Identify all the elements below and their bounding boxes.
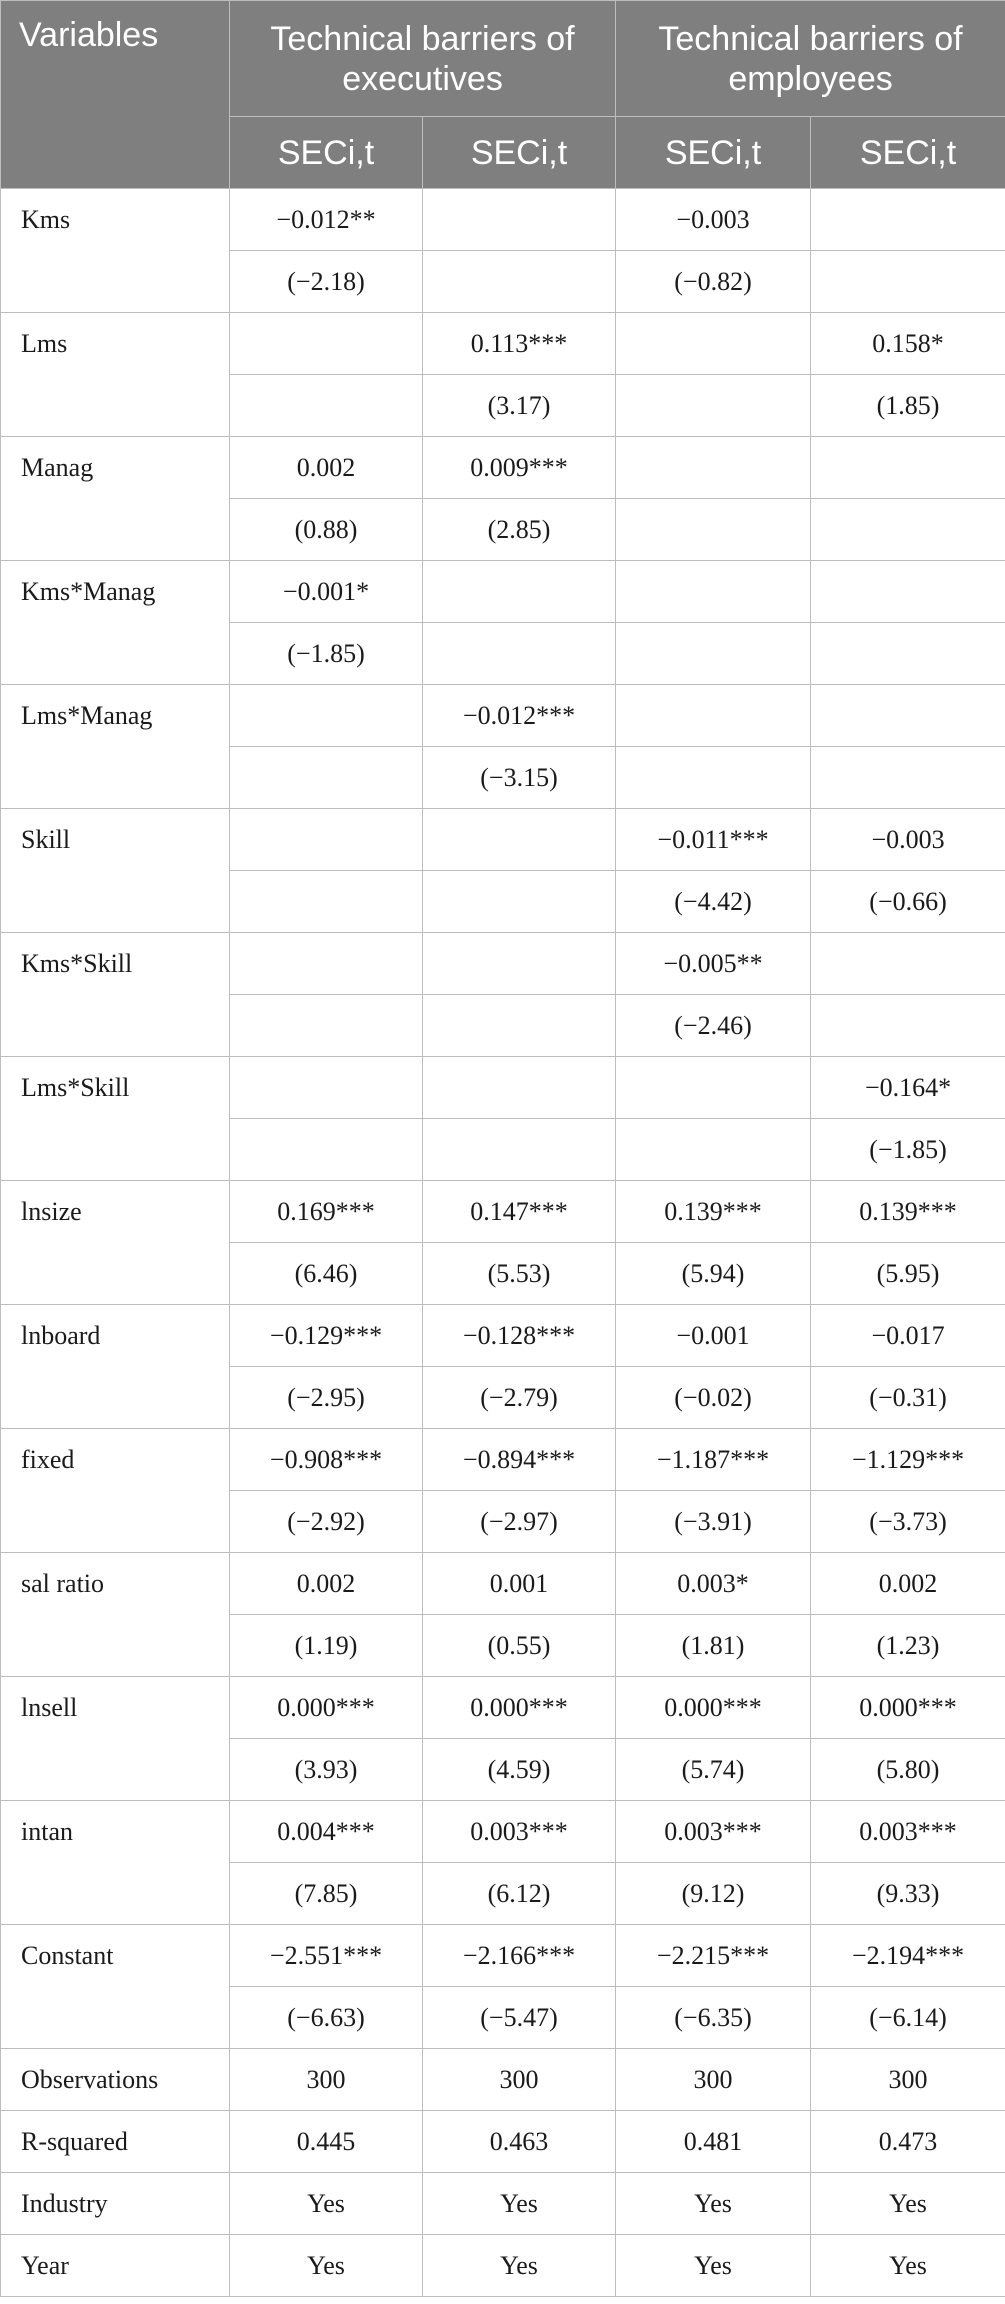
summary-value: 300 bbox=[811, 2049, 1005, 2111]
coefficient-cell: 0.009*** bbox=[423, 437, 616, 499]
t-statistic-cell: (5.95) bbox=[811, 1243, 1005, 1305]
t-statistic-cell bbox=[423, 871, 616, 933]
summary-value: 300 bbox=[423, 2049, 616, 2111]
t-statistic-cell bbox=[230, 1119, 423, 1181]
t-statistic-cell: (−5.47) bbox=[423, 1987, 616, 2049]
coefficient-cell: 0.139*** bbox=[616, 1181, 811, 1243]
coefficient-cell: −2.194*** bbox=[811, 1925, 1005, 1987]
coefficient-cell bbox=[811, 685, 1005, 747]
t-statistic-cell: (−2.95) bbox=[230, 1367, 423, 1429]
coefficient-cell: −1.187*** bbox=[616, 1429, 811, 1491]
coefficient-cell bbox=[230, 809, 423, 871]
variable-label: sal ratio bbox=[1, 1553, 230, 1677]
coefficient-cell bbox=[230, 933, 423, 995]
coefficient-cell: 0.002 bbox=[811, 1553, 1005, 1615]
coefficient-row bbox=[1, 1057, 1005, 1119]
t-statistic-cell bbox=[616, 623, 811, 685]
coefficient-cell bbox=[230, 313, 423, 375]
variable-label: Lms*Skill bbox=[1, 1057, 230, 1181]
t-statistic-cell: (−6.63) bbox=[230, 1987, 423, 2049]
t-statistic-cell: (5.74) bbox=[616, 1739, 811, 1801]
t-statistic-cell: (−2.18) bbox=[230, 251, 423, 313]
summary-value: Yes bbox=[811, 2235, 1005, 2297]
coefficient-cell: −2.551*** bbox=[230, 1925, 423, 1987]
summary-label: Year bbox=[1, 2235, 230, 2297]
t-statistic-cell bbox=[230, 871, 423, 933]
variable-label: lnsell bbox=[1, 1677, 230, 1801]
coefficient-row bbox=[1, 437, 1005, 499]
column-header: SECi,t bbox=[423, 117, 616, 189]
coefficient-cell bbox=[616, 437, 811, 499]
coefficient-cell: 0.003*** bbox=[811, 1801, 1005, 1863]
summary-value: 0.445 bbox=[230, 2111, 423, 2173]
coefficient-cell: 0.147*** bbox=[423, 1181, 616, 1243]
t-statistic-cell bbox=[811, 747, 1005, 809]
t-statistic-cell bbox=[230, 747, 423, 809]
variable-label: Manag bbox=[1, 437, 230, 561]
t-statistic-cell bbox=[230, 375, 423, 437]
t-statistic-cell: (6.12) bbox=[423, 1863, 616, 1925]
coefficient-cell bbox=[423, 1057, 616, 1119]
t-statistic-cell bbox=[230, 995, 423, 1057]
coefficient-cell: −0.017 bbox=[811, 1305, 1005, 1367]
coefficient-cell: −0.012** bbox=[230, 189, 423, 251]
summary-value: Yes bbox=[230, 2235, 423, 2297]
t-statistic-cell bbox=[811, 251, 1005, 313]
column-header: SECi,t bbox=[616, 117, 811, 189]
coefficient-cell: 0.113*** bbox=[423, 313, 616, 375]
coefficient-cell: −1.129*** bbox=[811, 1429, 1005, 1491]
coefficient-row bbox=[1, 189, 1005, 251]
t-statistic-cell bbox=[616, 499, 811, 561]
coefficient-cell: −0.005** bbox=[616, 933, 811, 995]
variable-label: lnsize bbox=[1, 1181, 230, 1305]
coefficient-row bbox=[1, 1925, 1005, 1987]
t-statistic-cell: (−3.15) bbox=[423, 747, 616, 809]
coefficient-row bbox=[1, 1429, 1005, 1491]
coefficient-cell: 0.000*** bbox=[230, 1677, 423, 1739]
coefficient-cell bbox=[811, 561, 1005, 623]
t-statistic-cell: (−0.66) bbox=[811, 871, 1005, 933]
t-statistic-cell: (0.55) bbox=[423, 1615, 616, 1677]
coefficient-cell: −2.215*** bbox=[616, 1925, 811, 1987]
t-statistic-cell bbox=[811, 499, 1005, 561]
t-statistic-cell: (−2.92) bbox=[230, 1491, 423, 1553]
coefficient-cell: −0.908*** bbox=[230, 1429, 423, 1491]
summary-value: 0.463 bbox=[423, 2111, 616, 2173]
coefficient-row bbox=[1, 1181, 1005, 1243]
coefficient-row bbox=[1, 685, 1005, 747]
t-statistic-cell bbox=[811, 995, 1005, 1057]
t-statistic-cell: (2.85) bbox=[423, 499, 616, 561]
t-statistic-cell: (−2.79) bbox=[423, 1367, 616, 1429]
t-statistic-cell: (−3.73) bbox=[811, 1491, 1005, 1553]
t-statistic-cell: (−2.97) bbox=[423, 1491, 616, 1553]
variable-label: intan bbox=[1, 1801, 230, 1925]
coefficient-cell: 0.169*** bbox=[230, 1181, 423, 1243]
coefficient-row bbox=[1, 809, 1005, 871]
t-statistic-cell bbox=[423, 1119, 616, 1181]
coefficient-cell: −0.001* bbox=[230, 561, 423, 623]
coefficient-cell: −0.894*** bbox=[423, 1429, 616, 1491]
t-statistic-cell: (−4.42) bbox=[616, 871, 811, 933]
coefficient-cell: 0.000*** bbox=[811, 1677, 1005, 1739]
t-statistic-cell: (3.93) bbox=[230, 1739, 423, 1801]
coefficient-row bbox=[1, 933, 1005, 995]
coefficient-cell: 0.158* bbox=[811, 313, 1005, 375]
summary-value: 300 bbox=[230, 2049, 423, 2111]
coefficient-cell: −2.166*** bbox=[423, 1925, 616, 1987]
t-statistic-cell: (−0.02) bbox=[616, 1367, 811, 1429]
coefficient-cell: 0.004*** bbox=[230, 1801, 423, 1863]
t-statistic-cell: (7.85) bbox=[230, 1863, 423, 1925]
coefficient-cell: −0.003 bbox=[811, 809, 1005, 871]
variable-label: Kms bbox=[1, 189, 230, 313]
coefficient-cell bbox=[423, 809, 616, 871]
t-statistic-cell: (0.88) bbox=[230, 499, 423, 561]
t-statistic-cell: (−2.46) bbox=[616, 995, 811, 1057]
summary-label: Industry bbox=[1, 2173, 230, 2235]
t-statistic-cell: (−0.31) bbox=[811, 1367, 1005, 1429]
variable-label: Lms*Manag bbox=[1, 685, 230, 809]
table-body bbox=[1, 189, 1005, 2297]
coefficient-row bbox=[1, 1801, 1005, 1863]
coefficient-cell bbox=[811, 437, 1005, 499]
coefficient-cell: −0.128*** bbox=[423, 1305, 616, 1367]
summary-value: 0.481 bbox=[616, 2111, 811, 2173]
summary-value: 300 bbox=[616, 2049, 811, 2111]
t-statistic-cell: (4.59) bbox=[423, 1739, 616, 1801]
coefficient-cell: −0.001 bbox=[616, 1305, 811, 1367]
t-statistic-cell: (1.81) bbox=[616, 1615, 811, 1677]
coefficient-cell: −0.129*** bbox=[230, 1305, 423, 1367]
employees-group-header: Technical barriers of employees bbox=[616, 1, 1005, 117]
t-statistic-cell: (1.19) bbox=[230, 1615, 423, 1677]
t-statistic-cell: (−3.91) bbox=[616, 1491, 811, 1553]
variable-label: Lms bbox=[1, 313, 230, 437]
variable-label: Skill bbox=[1, 809, 230, 933]
t-statistic-cell: (5.94) bbox=[616, 1243, 811, 1305]
coefficient-cell bbox=[811, 933, 1005, 995]
coefficient-cell: −0.003 bbox=[616, 189, 811, 251]
t-statistic-cell: (−0.82) bbox=[616, 251, 811, 313]
variable-label: Kms*Manag bbox=[1, 561, 230, 685]
coefficient-cell: 0.002 bbox=[230, 1553, 423, 1615]
coefficient-cell: 0.139*** bbox=[811, 1181, 1005, 1243]
summary-value: Yes bbox=[423, 2235, 616, 2297]
t-statistic-cell: (5.53) bbox=[423, 1243, 616, 1305]
summary-row bbox=[1, 2235, 1005, 2297]
t-statistic-cell: (1.23) bbox=[811, 1615, 1005, 1677]
summary-value: Yes bbox=[811, 2173, 1005, 2235]
coefficient-cell: −0.011*** bbox=[616, 809, 811, 871]
summary-value: 0.473 bbox=[811, 2111, 1005, 2173]
summary-label: R-squared bbox=[1, 2111, 230, 2173]
coefficient-cell bbox=[230, 1057, 423, 1119]
coefficient-cell bbox=[616, 561, 811, 623]
coefficient-cell bbox=[423, 933, 616, 995]
t-statistic-cell: (−1.85) bbox=[230, 623, 423, 685]
t-statistic-cell: (−6.14) bbox=[811, 1987, 1005, 2049]
coefficient-row bbox=[1, 1677, 1005, 1739]
coefficient-cell: 0.003*** bbox=[423, 1801, 616, 1863]
variables-header: Variables bbox=[1, 1, 230, 189]
coefficient-cell: 0.000*** bbox=[423, 1677, 616, 1739]
summary-label: Observations bbox=[1, 2049, 230, 2111]
t-statistic-cell: (1.85) bbox=[811, 375, 1005, 437]
coefficient-row bbox=[1, 1553, 1005, 1615]
coefficient-cell: 0.003*** bbox=[616, 1801, 811, 1863]
variable-label: Constant bbox=[1, 1925, 230, 2049]
coefficient-row bbox=[1, 561, 1005, 623]
t-statistic-cell: (−1.85) bbox=[811, 1119, 1005, 1181]
table-header bbox=[1, 1, 1005, 189]
t-statistic-cell bbox=[423, 251, 616, 313]
t-statistic-cell: (9.33) bbox=[811, 1863, 1005, 1925]
t-statistic-cell bbox=[423, 623, 616, 685]
summary-row bbox=[1, 2049, 1005, 2111]
coefficient-row bbox=[1, 1305, 1005, 1367]
t-statistic-cell: (6.46) bbox=[230, 1243, 423, 1305]
coefficient-row bbox=[1, 313, 1005, 375]
t-statistic-cell: (5.80) bbox=[811, 1739, 1005, 1801]
t-statistic-cell bbox=[616, 375, 811, 437]
summary-value: Yes bbox=[616, 2173, 811, 2235]
t-statistic-cell: (9.12) bbox=[616, 1863, 811, 1925]
t-statistic-cell bbox=[811, 623, 1005, 685]
summary-value: Yes bbox=[423, 2173, 616, 2235]
coefficient-cell bbox=[616, 685, 811, 747]
variable-label: Kms*Skill bbox=[1, 933, 230, 1057]
coefficient-cell bbox=[811, 189, 1005, 251]
coefficient-cell: 0.003* bbox=[616, 1553, 811, 1615]
coefficient-cell: 0.001 bbox=[423, 1553, 616, 1615]
t-statistic-cell bbox=[616, 747, 811, 809]
coefficient-cell: 0.002 bbox=[230, 437, 423, 499]
column-header: SECi,t bbox=[230, 117, 423, 189]
coefficient-cell bbox=[423, 189, 616, 251]
coefficient-cell bbox=[616, 313, 811, 375]
coefficient-cell: 0.000*** bbox=[616, 1677, 811, 1739]
coefficient-cell bbox=[616, 1057, 811, 1119]
t-statistic-cell: (−6.35) bbox=[616, 1987, 811, 2049]
executives-group-header: Technical barriers of executives bbox=[230, 1, 616, 117]
t-statistic-cell: (3.17) bbox=[423, 375, 616, 437]
column-header: SECi,t bbox=[811, 117, 1005, 189]
coefficient-cell bbox=[423, 561, 616, 623]
coefficient-cell: −0.012*** bbox=[423, 685, 616, 747]
summary-value: Yes bbox=[616, 2235, 811, 2297]
t-statistic-cell bbox=[616, 1119, 811, 1181]
variable-label: fixed bbox=[1, 1429, 230, 1553]
summary-row bbox=[1, 2111, 1005, 2173]
t-statistic-cell bbox=[423, 995, 616, 1057]
coefficient-cell: −0.164* bbox=[811, 1057, 1005, 1119]
coefficient-cell bbox=[230, 685, 423, 747]
summary-value: Yes bbox=[230, 2173, 423, 2235]
summary-row bbox=[1, 2173, 1005, 2235]
variable-label: lnboard bbox=[1, 1305, 230, 1429]
